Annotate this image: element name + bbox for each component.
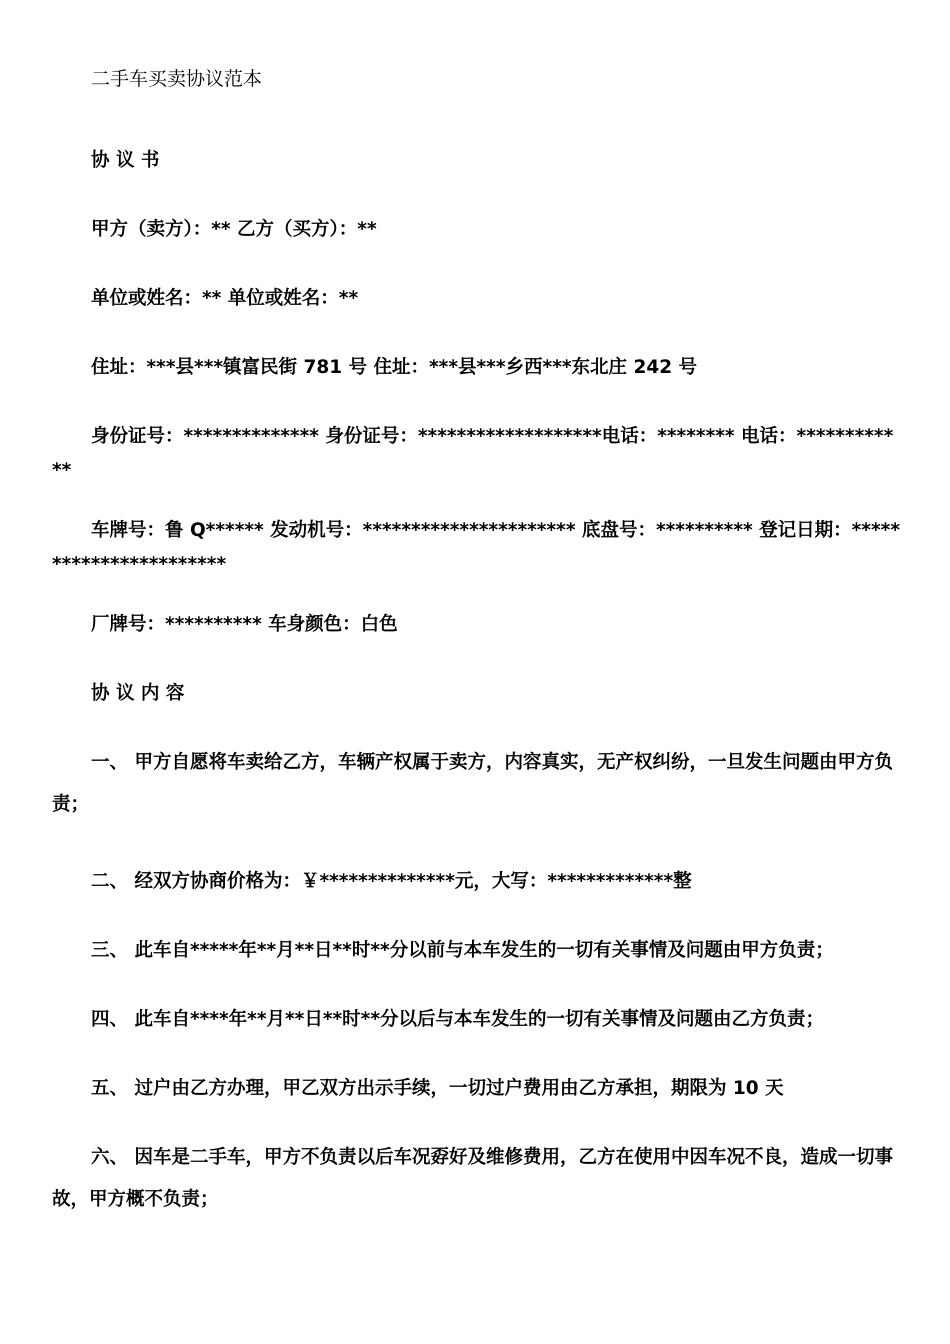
clause-4: 四、 此车自****年**月**日**时**分以后与本车发生的一切有关事情及问题由乙方负责； [91, 1009, 825, 1030]
vehicle-info-line: 车牌号：鲁 Q****** 发动机号：********************** 底盘号：********** 登记日期：*********************** [52, 520, 900, 575]
id-phone-line: 身份证号：************** 身份证号：*******************电话：******** 电话：************ [52, 426, 894, 481]
content-heading: 协 议 内 容 [91, 683, 185, 704]
agreement-heading: 协 议 书 [91, 150, 160, 171]
party-a-b-line: 甲方（卖方）：** 乙方（买方）：** [91, 219, 377, 240]
clause-2: 二、 经双方协商价格为：￥**************元，大写：*************整 [91, 871, 692, 892]
clause-5: 五、 过户由乙方办理，甲乙双方出示手续，一切过户费用由乙方承担，期限为 10 天 [91, 1078, 784, 1099]
clause-3: 三、 此车自*****年**月**日**时**分以前与本车发生的一切有关事情及问题由甲方负责； [91, 940, 834, 961]
brand-color-line: 厂牌号：********** 车身颜色：白色 [91, 614, 398, 635]
name-line: 单位或姓名：** 单位或姓名：** [91, 288, 359, 309]
clause-6: 六、 因车是二手车，甲方不负责以后车况孬好及维修费用，乙方在使用中因车况不良，造成一切事故，甲方概不负责； [52, 1147, 893, 1210]
address-line: 住址：***县***镇富民街 781 号 住址：***县***乡西***东北庄 242 号 [91, 357, 698, 378]
clause-1: 一、 甲方自愿将车卖给乙方，车辆产权属于卖方，内容真实，无产权纠纷，一旦发生问题由甲方负责； [52, 752, 893, 815]
document-title: 二手车买卖协议范本 [91, 68, 263, 90]
